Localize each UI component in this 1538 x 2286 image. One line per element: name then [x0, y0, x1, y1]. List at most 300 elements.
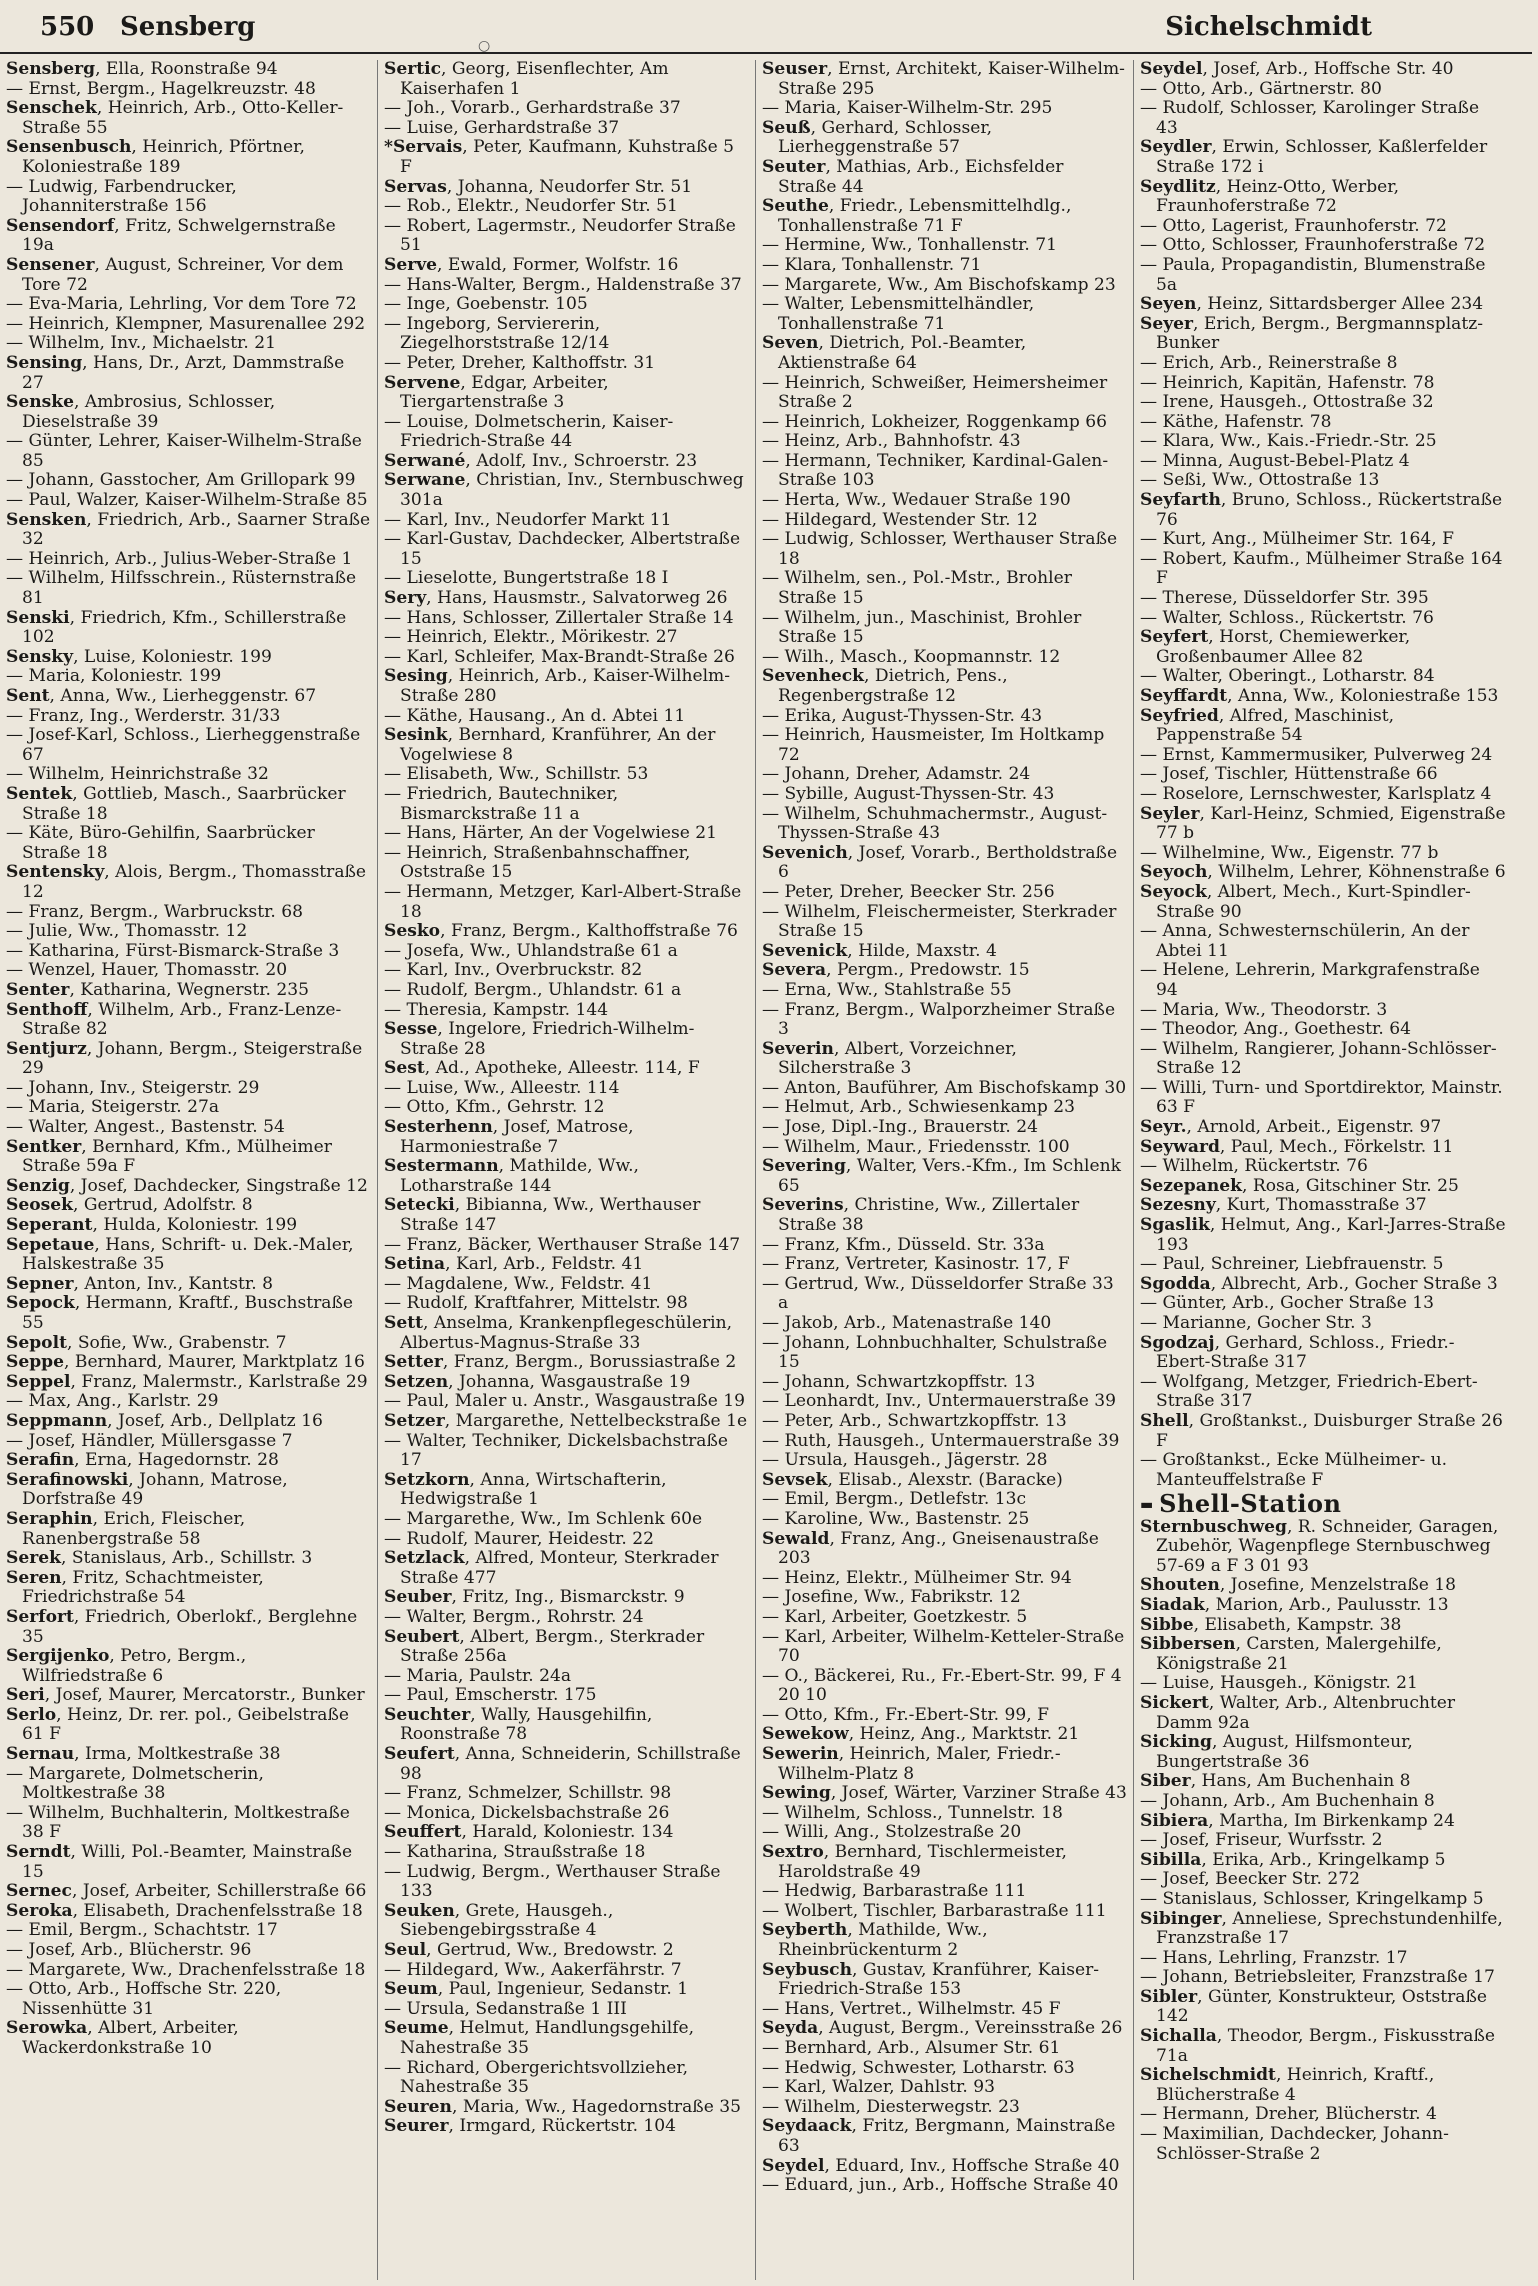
entry-surname: *Servais	[384, 137, 463, 158]
directory-entry: — Wenzel, Hauer, Thomasstr. 20	[6, 960, 288, 981]
directory-entry: — Peter, Arb., Schwartzkopffstr. 13	[762, 1410, 1067, 1431]
entry-surname: Sicking	[1140, 1732, 1212, 1753]
directory-entry: Seppmann, Josef, Arb., Dellplatz 16	[6, 1410, 323, 1431]
entry-surname: Sepner	[6, 1273, 74, 1294]
directory-entry: — Luise, Hausgeh., Königstr. 21	[1140, 1673, 1418, 1694]
directory-entry: — Elisabeth, Ww., Schillstr. 53	[384, 764, 649, 785]
directory-entry: — Katharina, Fürst-Bismarck-Straße 3	[6, 940, 340, 961]
directory-entry: — Therese, Düsseldorfer Str. 395	[1140, 588, 1429, 609]
entry-surname: Seven	[762, 333, 819, 354]
directory-entry: Seyfarth, Bruno, Schloss., Rückertstraße 76	[1140, 490, 1503, 530]
directory-entry: — Magdalene, Ww., Feldstr. 41	[384, 1273, 653, 1294]
entry-surname: Sezepanek	[1140, 1175, 1242, 1196]
directory-entry: — Joh., Vorarb., Gerhardstraße 37	[384, 98, 681, 119]
directory-entry: — Josef, Friseur, Wurfsstr. 2	[1140, 1830, 1383, 1851]
directory-entry: — Helene, Lehrerin, Markgrafenstraße 94	[1140, 960, 1480, 1000]
directory-entry: — Maria, Ww., Theodorstr. 3	[1140, 999, 1388, 1020]
directory-entry: — Wilhelm, jun., Maschinist, Brohler Straße 15	[762, 607, 1082, 648]
column-3	[756, 60, 1134, 2280]
directory-entry: — Karl, Arbeiter, Wilhelm-Ketteler-Straße 70	[762, 1626, 1125, 1667]
directory-entry: — Johann, Gasstocher, Am Grillopark 99	[6, 470, 356, 491]
directory-entry: — Otto, Arb., Hoffsche Str. 220, Nissenhütte 31	[6, 1979, 282, 2019]
directory-entry: — Josefa, Ww., Uhlandstraße 61 a	[384, 940, 678, 961]
directory-entry: Seren, Fritz, Schachtmeister, Friedrichstraße 54	[6, 1567, 264, 1608]
directory-entry: Sergijenko, Petro, Bergm., Wilfriedstraße 6	[6, 1646, 247, 1686]
directory-entry: Seperant, Hulda, Koloniestr. 199	[6, 1215, 298, 1236]
directory-entry: Seyler, Karl-Heinz, Schmied, Eigenstraße 77 b	[1140, 803, 1506, 844]
directory-entry: — Käthe, Hausang., An d. Abtei 11	[384, 705, 686, 726]
entry-surname: Sevenheck	[762, 666, 865, 687]
entry-surname: Sett	[384, 1313, 424, 1333]
directory-entry: Shouten, Josefine, Menzelstraße 18	[1140, 1575, 1457, 1596]
directory-entry: — Luise, Ww., Alleestr. 114	[384, 1077, 620, 1098]
directory-entry: — Gertrud, Ww., Düsseldorfer Straße 33 a	[762, 1273, 1114, 1314]
directory-entry: — Franz, Schmelzer, Schillstr. 98	[384, 1783, 672, 1804]
directory-entry: — Wilhelm, Schuhmachermstr., August-Thyssen-Straße 43	[762, 803, 1108, 844]
entry-surname: Sensener	[6, 254, 95, 275]
entry-surname: Seuter	[762, 156, 826, 177]
entry-surname: Sgodzaj	[1140, 1332, 1215, 1353]
directory-entry: Seyward, Paul, Mech., Förkelstr. 11	[1140, 1136, 1454, 1157]
directory-entry: Sery, Hans, Hausmstr., Salvatorweg 26	[384, 588, 728, 609]
entry-surname: Sernau	[6, 1744, 75, 1765]
entry-surname: Seum	[384, 1979, 438, 2000]
entry-surname: Serve	[384, 254, 438, 275]
directory-entry: Senski, Friedrich, Kfm., Schillerstraße 102	[6, 607, 347, 648]
directory-entry: Sesterhenn, Josef, Matrose, Harmoniestraße 7	[384, 1117, 634, 1157]
entry-surname: Seperant	[6, 1215, 93, 1236]
entry-surname: Severa	[762, 960, 827, 981]
directory-entry: Seybusch, Gustav, Kranführer, Kaiser-Friedrich-Straße 153	[762, 1959, 1100, 2000]
entry-surname: Setzer	[384, 1410, 445, 1431]
directory-entry: Sensendorf, Fritz, Schwelgernstraße 19a	[6, 215, 336, 256]
directory-entry: — Willi, Ang., Stolzestraße 20	[762, 1822, 1022, 1843]
directory-entry: Serwané, Adolf, Inv., Schroerstr. 23	[384, 450, 698, 471]
directory-entry: Sepock, Hermann, Kraftf., Buschstraße 55	[6, 1293, 353, 1333]
entry-surname: Sewald	[762, 1528, 830, 1549]
entry-surname: Seppmann	[6, 1410, 108, 1431]
entry-surname: Seuren	[384, 2096, 452, 2117]
directory-entry: — Walter, Schloss., Rückertstr. 76	[1140, 607, 1434, 628]
directory-entry: Setzen, Johanna, Wasgaustraße 19	[384, 1371, 691, 1392]
entry-surname: Seufert	[384, 1744, 455, 1765]
directory-entry: — Karl-Gustav, Dachdecker, Albertstraße 15	[384, 529, 741, 569]
directory-entry: Siadak, Marion, Arb., Paulusstr. 13	[1140, 1595, 1449, 1616]
entry-surname: Shouten	[1140, 1575, 1220, 1596]
directory-entry: Sewekow, Heinz, Ang., Marktstr. 21	[762, 1724, 1080, 1745]
directory-entry: Serwane, Christian, Inv., Sternbuschweg 301a	[384, 470, 744, 511]
directory-entry: — Richard, Obergerichtsvollzieher, Nahestraße 35	[384, 2057, 689, 2098]
directory-entry: — Josef, Tischler, Hüttenstraße 66	[1140, 764, 1438, 785]
directory-entry: Sertic, Georg, Eisenflechter, Am Kaiserhafen 1	[384, 60, 669, 99]
entry-surname: Sertic	[384, 60, 442, 79]
directory-entry: — Luise, Gerhardstraße 37	[384, 117, 620, 138]
directory-entry: — Otto, Arb., Gärtnerstr. 80	[1140, 78, 1382, 99]
entry-surname: Sewekow	[762, 1724, 849, 1745]
entry-surname: Sentek	[6, 783, 73, 804]
directory-entry: — Josef-Karl, Schloss., Lierheggenstraße 67	[6, 725, 361, 765]
directory-entry: — Wilhelm, Rangierer, Johann-Schlösser-Straße 12	[1140, 1038, 1497, 1079]
directory-entry: — Großtankst., Ecke Mülheimer- u. Manteuffelstraße F	[1140, 1450, 1448, 1490]
directory-entry: Serafinowski, Johann, Matrose, Dorfstraße 49	[6, 1469, 288, 1510]
directory-entry: — Otto, Lagerist, Fraunhoferstr. 72	[1140, 215, 1447, 236]
directory-entry: Senthoff, Wilhelm, Arb., Franz-Lenze-Straße 82	[6, 999, 342, 1040]
entry-surname: Serlo	[6, 1704, 57, 1725]
directory-entry: Senske, Ambrosius, Schlosser, Dieselstraße 39	[6, 392, 276, 432]
directory-entry: — Karl, Inv., Overbruckstr. 82	[384, 960, 643, 981]
directory-entry: — Ludwig, Schlosser, Werthauser Straße 18	[762, 529, 1118, 569]
directory-entry: Sezesny, Kurt, Thomasstraße 37	[1140, 1195, 1427, 1216]
directory-entry: — Otto, Kfm., Gehrstr. 12	[384, 1097, 605, 1118]
entry-surname: Senske	[6, 392, 74, 413]
directory-entry: — Minna, August-Bebel-Platz 4	[1140, 450, 1410, 471]
directory-entry: — Wilhelm, Inv., Michaelstr. 21	[6, 333, 276, 354]
directory-entry: — Johann, Schwartzkopffstr. 13	[762, 1371, 1036, 1392]
directory-entry: — Hildegard, Westender Str. 12	[762, 509, 1038, 530]
directory-entry: — Heinrich, Elektr., Mörikestr. 27	[384, 627, 678, 648]
directory-entry: — Helmut, Arb., Schwiesenkamp 23	[762, 1097, 1076, 1118]
directory-entry: — Johann, Betriebsleiter, Franzstraße 17	[1140, 1967, 1495, 1988]
directory-entry: — Wilhelm, Hilfsschrein., Rüsternstraße 81	[6, 568, 357, 609]
directory-entry: — Hans-Walter, Bergm., Haldenstraße 37	[384, 274, 742, 295]
directory-entry: — Wilhelm, sen., Pol.-Mstr., Brohler Straße 15	[762, 568, 1072, 609]
directory-entry: — Julie, Ww., Thomasstr. 12	[6, 921, 248, 942]
entry-surname: Senthoff	[6, 999, 88, 1020]
directory-entry: Severins, Christine, Ww., Zillertaler Straße 38	[762, 1195, 1080, 1236]
directory-entry: Sensener, August, Schreiner, Vor dem Tore 72	[6, 254, 344, 295]
directory-entry: — Karl, Schleifer, Max-Brandt-Straße 26	[384, 646, 735, 667]
directory-entry: Seyfert, Horst, Chemiewerker, Großenbaumer Allee 82	[1140, 627, 1411, 667]
entry-surname: Siber	[1140, 1771, 1191, 1792]
entry-surname: Seyfarth	[1140, 490, 1221, 511]
entry-surname: Sgaslik	[1140, 1215, 1210, 1236]
entry-surname: Seosek	[6, 1195, 73, 1216]
directory-entry: — Willi, Turn- und Sportdirektor, Mainstr. 63 F	[1140, 1077, 1503, 1118]
directory-entry: — Lieselotte, Bungertstraße 18 I	[384, 568, 669, 589]
directory-entry: — Günter, Lehrer, Kaiser-Wilhelm-Straße 85	[6, 431, 362, 471]
directory-entry: — Louise, Dolmetscherin, Kaiser-Friedrich-Straße 44	[384, 411, 674, 452]
directory-entry: — Max, Ang., Karlstr. 29	[6, 1391, 219, 1412]
entry-surname: Seydel	[1140, 60, 1203, 79]
directory-entry: Seuchter, Wally, Hausgehilfin, Roonstraße 78	[384, 1704, 653, 1745]
directory-entry: Seppe, Bernhard, Maurer, Marktplatz 16	[6, 1352, 365, 1373]
directory-entry: — Maximilian, Dachdecker, Johann-Schlösser-Straße 2	[1140, 2124, 1449, 2164]
directory-entry: Senzig, Josef, Dachdecker, Singstraße 12	[6, 1175, 368, 1196]
directory-entry: Seuber, Fritz, Ing., Bismarckstr. 9	[384, 1587, 685, 1608]
entry-surname: Sextro	[762, 1842, 824, 1863]
directory-entry: Sextro, Bernhard, Tischlermeister, Haroldstraße 49	[762, 1842, 1067, 1882]
directory-entry: Sepner, Anton, Inv., Kantstr. 8	[6, 1273, 273, 1294]
entry-surname: Seppel	[6, 1371, 71, 1392]
entry-surname: Sensberg	[6, 60, 96, 79]
directory-entry: Sevenich, Josef, Vorarb., Bertholdstraße 6	[762, 842, 1118, 883]
directory-entry: — Maria, Koloniestr. 199	[6, 666, 222, 687]
directory-entry: — Käthe, Hafenstr. 78	[1140, 411, 1332, 432]
directory-entry: Seume, Helmut, Handlungsgehilfe, Nahestraße 35	[384, 2018, 695, 2058]
directory-entry: — Emil, Bergm., Schachtstr. 17	[6, 1920, 278, 1941]
directory-entry: — Franz, Bäcker, Werthauser Straße 147	[384, 1234, 741, 1255]
directory-entry: — Friedrich, Bautechniker, Bismarckstraße 11 a	[384, 783, 619, 824]
directory-entry: Sepetaue, Hans, Schrift- u. Dek.-Maler, Halskestraße 35	[6, 1234, 354, 1275]
entry-surname: Seyler	[1140, 803, 1200, 824]
directory-entry: Sensing, Hans, Dr., Arzt, Dammstraße 27	[6, 352, 345, 393]
directory-entry: Serfort, Friedrich, Oberlokf., Berglehne 35	[6, 1606, 358, 1647]
directory-entry: — Johann, Lohnbuchhalter, Schulstraße 15	[762, 1332, 1108, 1373]
entry-surname: Serfort	[6, 1606, 74, 1627]
entry-surname: Sepolt	[6, 1332, 67, 1353]
directory-entry: — Franz, Ing., Werderstr. 31/33	[6, 705, 281, 726]
directory-entry: — Stanislaus, Schlosser, Kringelkamp 5	[1140, 1888, 1484, 1909]
directory-entry: — Heinz, Arb., Bahnhofstr. 43	[762, 431, 1021, 452]
directory-entry: — Johann, Arb., Am Buchenhain 8	[1140, 1790, 1435, 1811]
directory-entry: Seydel, Eduard, Inv., Hoffsche Straße 40	[762, 2155, 1120, 2176]
entry-surname: Seroka	[6, 1900, 73, 1921]
directory-entry: — Erna, Ww., Stahlstraße 55	[762, 979, 1012, 1000]
directory-entry: — Hermann, Dreher, Blücherstr. 4	[1140, 2104, 1437, 2125]
entry-surname: Seppe	[6, 1352, 65, 1373]
entry-surname: Sibler	[1140, 1986, 1198, 2007]
entry-surname: Seyffardt	[1140, 686, 1228, 706]
directory-entry: — Ingeborg, Serviererin, Ziegelhorststraße 12/14	[384, 313, 610, 354]
entry-surname: Sgodda	[1140, 1273, 1211, 1294]
directory-entry: Sernau, Irma, Moltkestraße 38	[6, 1744, 281, 1765]
directory-entry: — Franz, Bergm., Warbruckstr. 68	[6, 901, 303, 922]
directory-entry: — Seßi, Ww., Ottostraße 13	[1140, 470, 1380, 491]
entry-surname: Sewing	[762, 1783, 831, 1804]
directory-entry: Seuter, Mathias, Arb., Eichsfelder Straße 44	[762, 156, 1064, 197]
directory-entry: Sent, Anna, Ww., Lierheggenstr. 67	[6, 686, 317, 706]
directory-entry: — Heinrich, Hausmeister, Im Holtkamp 72	[762, 725, 1105, 765]
directory-entry: — Ursula, Hausgeh., Jägerstr. 28	[762, 1450, 1048, 1471]
directory-entry: Seyda, August, Bergm., Vereinsstraße 26	[762, 2018, 1123, 2039]
directory-entry: — Otto, Schlosser, Fraunhoferstraße 72	[1140, 235, 1486, 256]
directory-entry: — Theodor, Ang., Goethestr. 64	[1140, 1019, 1411, 1040]
directory-entry: — Karl, Walzer, Dahlstr. 93	[762, 2077, 995, 2098]
directory-entry: Seraphin, Erich, Fleischer, Ranenbergstraße 58	[6, 1508, 246, 1549]
directory-entry: Seyoch, Wilhelm, Lehrer, Köhnenstraße 6	[1140, 862, 1506, 883]
directory-entry: Sternbuschweg, R. Schneider, Garagen, Zubehör, Wagenpflege Sternbuschweg 57-69 a F 3 01 93	[1140, 1516, 1499, 1576]
entry-surname: Serndt	[6, 1842, 71, 1863]
directory-entry: — Hildegard, Ww., Aakerfährstr. 7	[384, 1959, 682, 1980]
directory-entry: — Karl, Inv., Neudorfer Markt 11	[384, 509, 672, 530]
directory-entry: — Walter, Techniker, Dickelsbachstraße 17	[384, 1430, 729, 1471]
directory-entry: Sewerin, Heinrich, Maler, Friedr.-Wilhelm-Platz 8	[762, 1744, 1061, 1784]
directory-entry: Sezepanek, Rosa, Gitschiner Str. 25	[1140, 1175, 1459, 1196]
entry-surname: Seyoch	[1140, 862, 1208, 883]
directory-entry: — Paul, Schreiner, Liebfrauenstr. 5	[1140, 1254, 1444, 1275]
directory-entry: Setzlack, Alfred, Monteur, Sterkrader Straße 477	[384, 1548, 719, 1588]
entry-surname: Serwané	[384, 450, 466, 471]
directory-entry: Sestermann, Mathilde, Ww., Lotharstraße 144	[384, 1156, 639, 1196]
entry-surname: Seydel	[762, 2155, 825, 2176]
directory-entry: Sickert, Walter, Arb., Altenbruchter Damm 92a	[1140, 1692, 1456, 1733]
directory-entry: Seubert, Albert, Bergm., Sterkrader Straße 256a	[384, 1626, 705, 1667]
entry-surname: Sibilla	[1140, 1849, 1202, 1870]
entry-surname: Senschek	[6, 98, 97, 119]
directory-entry: — O., Bäckerei, Ru., Fr.-Ebert-Str. 99, F 4 20 10	[762, 1665, 1122, 1706]
directory-entry: — Walter, Oberingt., Lotharstr. 84	[1140, 666, 1435, 687]
directory-entry: Sesse, Ingelore, Friedrich-Wilhelm-Straße 28	[384, 1019, 695, 1059]
directory-entry: — Ursula, Sedanstraße 1 III	[384, 1998, 627, 2019]
directory-entry: — Wilh., Masch., Koopmannstr. 12	[762, 646, 1061, 667]
directory-entry: — Hermine, Ww., Tonhallenstr. 71	[762, 235, 1058, 256]
directory-entry: Seyen, Heinz, Sittardsberger Allee 234	[1140, 294, 1484, 315]
entry-surname: Sevenich	[762, 842, 848, 863]
directory-entry: — Josefine, Ww., Fabrikstr. 12	[762, 1587, 1021, 1608]
directory-entry: Seyfried, Alfred, Maschinist, Pappenstraße 54	[1140, 705, 1395, 746]
directory-entry: — Hermann, Metzger, Karl-Albert-Straße 18	[384, 881, 742, 922]
directory-entry: — Ernst, Bergm., Hagelkreuzstr. 48	[6, 78, 316, 99]
directory-entry: Seven, Dietrich, Pol.-Beamter, Aktienstraße 64	[762, 333, 1027, 373]
directory-entry: — Maria, Steigerstr. 27a	[6, 1097, 220, 1118]
entry-surname: Seydler	[1140, 137, 1212, 158]
entry-surname: Sichalla	[1140, 2026, 1217, 2047]
directory-entry: — Heinrich, Lokheizer, Roggenkamp 66	[762, 411, 1108, 432]
directory-entry: — Johann, Inv., Steigerstr. 29	[6, 1077, 260, 1098]
directory-entry: Sibinger, Anneliese, Sprechstundenhilfe, Franzstraße 17	[1140, 1908, 1503, 1949]
entry-surname: Setecki	[384, 1195, 455, 1216]
directory-entry: — Franz, Bergm., Walporzheimer Straße 3	[762, 999, 1116, 1040]
directory-entry: — Hedwig, Schwester, Lotharstr. 63	[762, 2057, 1075, 2078]
directory-entry: — Eduard, jun., Arb., Hoffsche Straße 40	[762, 2175, 1119, 2196]
directory-entry: — Erich, Arb., Reinerstraße 8	[1140, 352, 1398, 373]
directory-entry: Sentjurz, Johann, Bergm., Steigerstraße 29	[6, 1038, 363, 1079]
directory-entry: Seydlitz, Heinz-Otto, Werber, Fraunhoferstraße 72	[1140, 176, 1400, 217]
entry-surname: Sevsek	[762, 1469, 828, 1490]
directory-entry: Sewald, Franz, Ang., Gneisenaustraße 203	[762, 1528, 1099, 1569]
directory-entry: Sensky, Luise, Koloniestr. 199	[6, 646, 272, 667]
directory-entry: Sgodda, Albrecht, Arb., Gocher Straße 3	[1140, 1273, 1498, 1294]
column-4	[1134, 60, 1512, 2280]
entry-surname: Seubert	[384, 1626, 460, 1647]
directory-entry: Setzkorn, Anna, Wirtschafterin, Hedwigstraße 1	[384, 1469, 667, 1510]
directory-entry: — Eva-Maria, Lehrling, Vor dem Tore 72	[6, 294, 357, 315]
directory-entry: — Roselore, Lernschwester, Karlsplatz 4	[1140, 783, 1492, 804]
directory-entry: Siber, Hans, Am Buchenhain 8	[1140, 1771, 1411, 1792]
entry-surname: Sentensky	[6, 862, 105, 883]
directory-entry: Sibiera, Martha, Im Birkenkamp 24	[1140, 1810, 1455, 1831]
directory-entry: Sibbersen, Carsten, Malergehilfe, Königstraße 21	[1140, 1634, 1442, 1674]
directory-entry: — Franz, Vertreter, Kasinostr. 17, F	[762, 1254, 1070, 1275]
directory-entry: — Walter, Lebensmittelhändler, Tonhallenstraße 71	[762, 294, 1035, 334]
entry-surname: Servene	[384, 372, 461, 393]
directory-entry: — Robert, Kaufm., Mülheimer Straße 164 F	[1140, 548, 1503, 589]
directory-entry: Seydaack, Fritz, Bergmann, Mainstraße 63	[762, 2116, 1116, 2156]
directory-entry: — Peter, Dreher, Kalthoffstr. 31	[384, 352, 656, 373]
directory-entry: — Jakob, Arb., Matenastraße 140	[762, 1313, 1052, 1333]
directory-entry: Setina, Karl, Arb., Feldstr. 41	[384, 1254, 644, 1275]
column-1	[0, 60, 378, 2280]
entry-surname: Sensken	[6, 509, 87, 530]
directory-entry: — Ernst, Kammermusiker, Pulverweg 24	[1140, 744, 1493, 765]
entry-surname: Sensendorf	[6, 215, 115, 236]
directory-entry: — Heinrich, Straßenbahnschaffner, Oststraße 15	[384, 842, 691, 883]
directory-entry: — Theresia, Kampstr. 144	[384, 999, 609, 1020]
entry-surname: Sentker	[6, 1136, 82, 1157]
entry-surname: Sibbe	[1140, 1614, 1194, 1635]
directory-entry: — Heinrich, Schweißer, Heimersheimer Straße 2	[762, 372, 1108, 413]
entry-surname: Seydaack	[762, 2116, 852, 2137]
directory-entry: — Johann, Dreher, Adamstr. 24	[762, 764, 1031, 785]
directory-entry: — Wilhelmine, Ww., Eigenstr. 77 b	[1140, 842, 1439, 863]
directory-entry: — Karoline, Ww., Bastenstr. 25	[762, 1508, 1030, 1529]
directory-entry: — Ludwig, Farbendrucker, Johanniterstraße 156	[6, 176, 237, 217]
directory-entry: Sensken, Friedrich, Arb., Saarner Straße 32	[6, 509, 371, 550]
directory-entry: — Leonhardt, Inv., Untermauerstraße 39	[762, 1391, 1117, 1412]
directory-entry: — Josef, Händler, Müllersgasse 7	[6, 1430, 293, 1451]
entry-surname: Serafin	[6, 1450, 75, 1471]
entry-surname: Sevenick	[762, 940, 848, 961]
entry-surname: Senzig	[6, 1175, 70, 1196]
directory-entry: Shell, Großtankst., Duisburger Straße 26 F	[1140, 1410, 1503, 1451]
directory-entry: — Kurt, Ang., Mülheimer Str. 164, F	[1140, 529, 1455, 550]
entry-surname: Seuchter	[384, 1704, 471, 1725]
directory-entry: — Marianne, Gocher Str. 3	[1140, 1313, 1372, 1333]
entry-surname: Severin	[762, 1038, 834, 1059]
directory-entry: — Rudolf, Schlosser, Karolinger Straße 43	[1140, 98, 1480, 138]
directory-entry: Setecki, Bibianna, Ww., Werthauser Straße 147	[384, 1195, 701, 1236]
entry-surname: Seul	[384, 1940, 427, 1960]
entry-surname: Seyward	[1140, 1136, 1220, 1157]
entry-surname: Seuthe	[762, 196, 829, 217]
directory-entry: Senter, Katharina, Wegnerstr. 235	[6, 979, 309, 1000]
entry-surname: Seurer	[384, 2116, 449, 2137]
columns	[0, 60, 1532, 2280]
column-2	[378, 60, 756, 2280]
directory-entry: Seul, Gertrud, Ww., Bredowstr. 2	[384, 1940, 674, 1960]
directory-entry: — Franz, Kfm., Düsseld. Str. 33a	[762, 1234, 1045, 1255]
directory-entry: — Rudolf, Bergm., Uhlandstr. 61 a	[384, 979, 682, 1000]
directory-entry: Sernec, Josef, Arbeiter, Schillerstraße 66	[6, 1881, 367, 1902]
directory-entry: Seum, Paul, Ingenieur, Sedanstr. 1	[384, 1979, 689, 2000]
directory-entry: — Rudolf, Maurer, Heidestr. 22	[384, 1528, 654, 1549]
directory-entry: Seydel, Josef, Arb., Hoffsche Str. 40	[1140, 60, 1454, 79]
directory-entry: Serek, Stanislaus, Arb., Schillstr. 3	[6, 1548, 313, 1569]
directory-entry: Seurer, Irmgard, Rückertstr. 104	[384, 2116, 677, 2137]
directory-entry: Severa, Pergm., Predowstr. 15	[762, 960, 1030, 981]
entry-surname: Seume	[384, 2018, 449, 2039]
entry-surname: Setter	[384, 1352, 443, 1373]
entry-surname: Sesink	[384, 725, 448, 746]
entry-surname: Sichelschmidt	[1140, 2065, 1276, 2086]
directory-entry: — Margarete, Ww., Drachenfelsstraße 18	[6, 1959, 366, 1980]
directory-entry: — Wilhelm, Maur., Friedensstr. 100	[762, 1136, 1070, 1157]
directory-entry: Seydler, Erwin, Schlosser, Kaßlerfelder Straße 172 i	[1140, 137, 1488, 177]
entry-surname: Severing	[762, 1156, 846, 1177]
directory-entry: Seuffert, Harald, Koloniestr. 134	[384, 1822, 674, 1843]
entry-surname: Serafinowski	[6, 1469, 129, 1490]
entry-surname: Seybusch	[762, 1959, 852, 1980]
entry-surname: Seyda	[762, 2018, 819, 2039]
directory-entry: Sichelschmidt, Heinrich, Kraftf., Blücherstraße 4	[1140, 2065, 1435, 2105]
directory-entry: Sesko, Franz, Bergm., Kalthoffstraße 76	[384, 921, 738, 942]
directory-entry: — Rob., Elektr., Neudorfer Str. 51	[384, 196, 678, 217]
directory-entry: — Erika, August-Thyssen-Str. 43	[762, 705, 1043, 726]
directory-entry: Sibler, Günter, Konstrukteur, Oststraße 142	[1140, 1986, 1487, 2027]
directory-entry: Sesink, Bernhard, Kranführer, An der Vogelwiese 8	[384, 725, 716, 765]
entry-surname: Setzkorn	[384, 1469, 470, 1490]
directory-entry: Seyffardt, Anna, Ww., Koloniestraße 153	[1140, 686, 1499, 706]
entry-surname: Sesterhenn	[384, 1117, 493, 1138]
directory-entry: Serve, Ewald, Former, Wolfstr. 16	[384, 254, 679, 275]
directory-entry: Sentker, Bernhard, Kfm., Mülheimer Straße 59a F	[6, 1136, 332, 1177]
directory-entry: Seyock, Albert, Mech., Kurt-Spindler-Straße 90	[1140, 881, 1471, 922]
entry-surname: Sensenbusch	[6, 137, 132, 158]
directory-entry: Sesing, Heinrich, Arb., Kaiser-Wilhelm-Straße 280	[384, 666, 731, 706]
directory-entry: — Hermann, Techniker, Kardinal-Galen-Straße 103	[762, 450, 1109, 491]
directory-entry: — Peter, Dreher, Beecker Str. 256	[762, 881, 1055, 902]
entry-surname: Seydlitz	[1140, 176, 1216, 197]
